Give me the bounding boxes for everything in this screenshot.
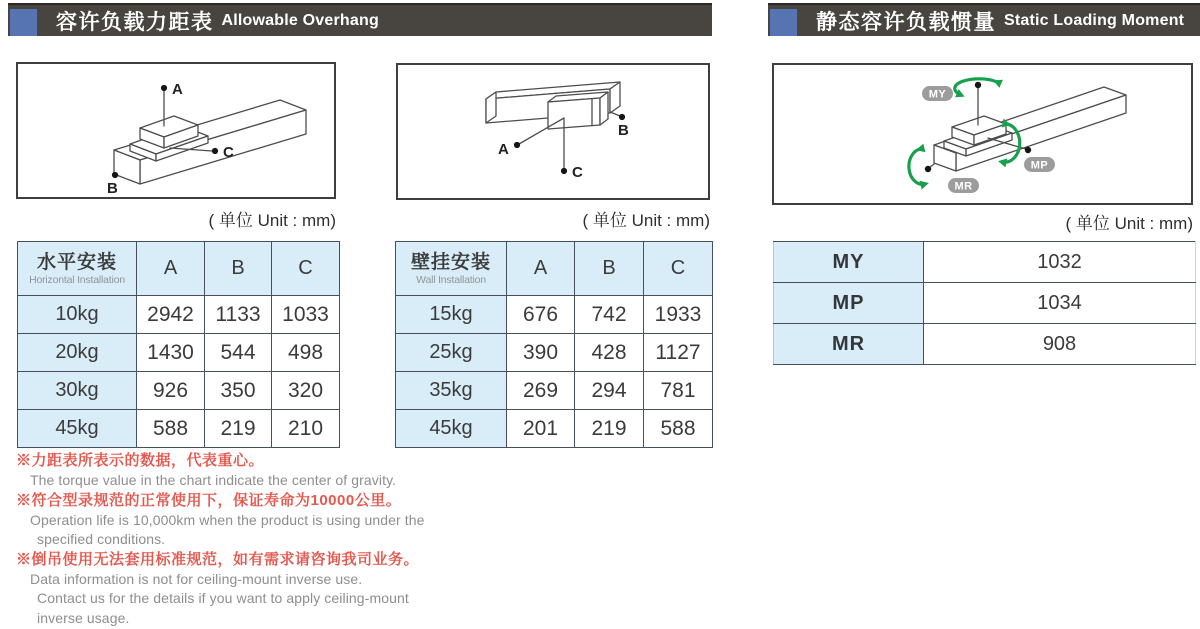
unit-label: ( 单位 Unit : mm) [582, 211, 710, 230]
axis-point-c [212, 148, 218, 154]
note-line-en: inverse usage. [37, 609, 130, 626]
note-line-en: Data information is not for ceiling-mount inverse use. [30, 570, 363, 587]
value-cell: 2942 [137, 296, 205, 334]
value-cell: 320 [272, 372, 340, 410]
table-row [774, 242, 1196, 283]
value-cell: 1033 [272, 296, 340, 334]
axis-point-a [161, 85, 167, 91]
value-cell: 201 [507, 410, 575, 448]
note-line-zh: ※力距表所表示的数据，代表重心。 [16, 452, 265, 469]
column-header: A [507, 242, 575, 296]
column-header: C [272, 242, 340, 296]
table-row [396, 410, 713, 448]
value-cell: 588 [137, 410, 205, 448]
section-title-zh: 容许负载力距表 [56, 10, 214, 34]
load-cell: 15kg [396, 296, 507, 334]
label-c: C [572, 164, 583, 181]
table-static-moment [773, 241, 1196, 365]
label-c: C [223, 144, 234, 161]
axis-point-mp [1025, 147, 1031, 153]
value-cell: 269 [507, 372, 575, 410]
table-row [18, 334, 340, 372]
column-header: C [644, 242, 713, 296]
note-line-en: Contact us for the details if you want to apply ceiling-mount [37, 590, 409, 607]
load-cell: 45kg [396, 410, 507, 448]
table-row [774, 324, 1196, 365]
axis-point-b [112, 172, 118, 178]
table-horizontal-installation [17, 241, 340, 448]
value-cell: 742 [575, 296, 644, 334]
moment-label-cell: MY [774, 242, 924, 283]
value-cell: 1430 [137, 334, 205, 372]
value-cell: 781 [644, 372, 713, 410]
value-cell: 926 [137, 372, 205, 410]
load-cell: 45kg [18, 410, 137, 448]
table-row [396, 296, 713, 334]
svg-text:MR: MR [954, 180, 973, 193]
table-title-en: Wall Installation [416, 273, 486, 286]
moment-value-cell: 1034 [924, 283, 1196, 324]
table-title-en: Horizontal Installation [29, 273, 125, 286]
moment-label-cell: MR [774, 324, 924, 365]
value-cell: 210 [272, 410, 340, 448]
moment-value-cell: 1032 [924, 242, 1196, 283]
value-cell: 390 [507, 334, 575, 372]
section-title-en: Allowable Overhang [221, 11, 379, 29]
table-row [396, 334, 713, 372]
table-header-cell [396, 242, 507, 296]
value-cell: 676 [507, 296, 575, 334]
note-line-en: specified conditions. [37, 531, 166, 548]
diagram-wall-overhang [396, 63, 710, 200]
section-header-moment [768, 3, 1200, 36]
axis-point-a [514, 142, 520, 148]
column-header: B [205, 242, 272, 296]
value-cell: 1127 [644, 334, 713, 372]
value-cell: 1933 [644, 296, 713, 334]
label-b: B [107, 180, 118, 197]
load-cell: 35kg [396, 372, 507, 410]
label-b: B [618, 122, 629, 139]
value-cell: 294 [575, 372, 644, 410]
section-title-zh: 静态容许负载惯量 [816, 10, 996, 34]
label-a: A [498, 141, 509, 158]
unit-label: ( 单位 Unit : mm) [208, 211, 336, 230]
value-cell: 544 [205, 334, 272, 372]
note-line-en: The torque value in the chart indicate the center of gravity. [30, 472, 397, 488]
rotation-arrow-mr-icon [909, 149, 925, 184]
mp-badge [1024, 157, 1055, 172]
label-a: A [172, 81, 183, 98]
note-line-zh: ※符合型录规范的正常使用下，保证寿命为10000公里。 [16, 491, 402, 509]
load-cell: 20kg [18, 334, 137, 372]
mr-badge [948, 178, 979, 193]
load-cell: 10kg [18, 296, 137, 334]
note-line-en: Operation life is 10,000km when the product is using under the [30, 511, 425, 528]
value-cell: 428 [575, 334, 644, 372]
section-title-en: Static Loading Moment [1004, 11, 1185, 29]
rail-side-drawing [398, 65, 708, 198]
section-header-overhang [8, 3, 712, 36]
svg-text:MY: MY [928, 88, 947, 101]
column-header: A [137, 242, 205, 296]
column-header: B [575, 242, 644, 296]
slider-block [548, 92, 608, 129]
value-cell: 219 [575, 410, 644, 448]
value-cell: 350 [205, 372, 272, 410]
value-cell: 498 [272, 334, 340, 372]
axis-point-c [561, 168, 567, 174]
table-row [18, 410, 340, 448]
svg-text:MP: MP [1030, 159, 1049, 172]
my-badge [922, 86, 953, 101]
diagram-horizontal-overhang [16, 62, 336, 199]
table-row [396, 372, 713, 410]
table-row [18, 296, 340, 334]
note-line-zh: ※倒吊使用无法套用标准规范，如有需求请咨询我司业务。 [16, 550, 420, 568]
diagram-static-moment [772, 63, 1193, 205]
blue-square-icon [10, 9, 37, 36]
blue-square-icon [770, 9, 797, 36]
footnotes [16, 451, 425, 629]
moment-label-cell: MP [774, 283, 924, 324]
axis-point-my [975, 82, 981, 88]
moment-value-cell: 908 [924, 324, 1196, 365]
moment-axes-drawing [774, 65, 1191, 203]
rail-isometric-drawing [18, 64, 334, 197]
value-cell: 219 [205, 410, 272, 448]
table-title-zh: 水平安装 [36, 251, 117, 273]
axis-point-mr [925, 166, 931, 172]
load-cell: 25kg [396, 334, 507, 372]
table-title-zh: 壁挂安装 [410, 251, 491, 273]
value-cell: 588 [644, 410, 713, 448]
load-cell: 30kg [18, 372, 137, 410]
table-header-cell [18, 242, 137, 296]
table-row [18, 372, 340, 410]
axis-point-b [619, 114, 625, 120]
table-row [774, 283, 1196, 324]
table-wall-installation [395, 241, 713, 448]
unit-label: ( 单位 Unit : mm) [1065, 214, 1193, 233]
value-cell: 1133 [205, 296, 272, 334]
